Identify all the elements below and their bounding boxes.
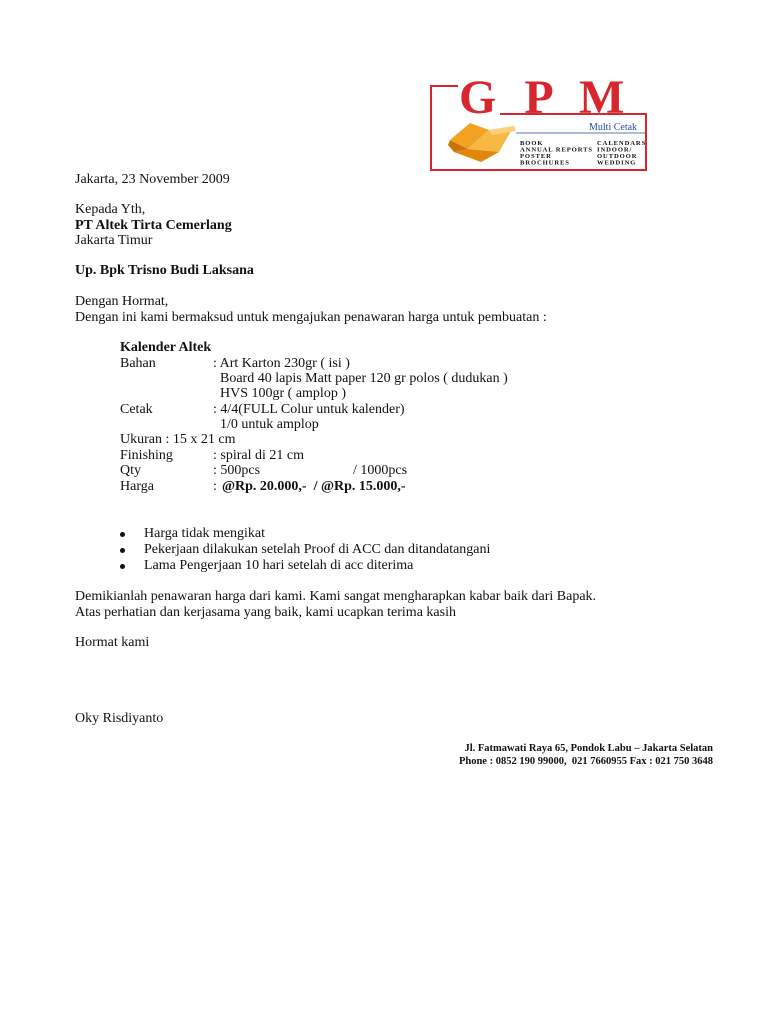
services-right	[597, 140, 646, 167]
recipient-company: PT Altek Tirta Cemerlang	[75, 218, 232, 233]
recipient-salutation: Kepada Yth,	[75, 202, 146, 217]
spec-value-qty: : 500pcs	[213, 463, 261, 478]
intro-text: Dengan ini kami bermaksud untuk mengajukan penawaran harga untuk pembuatan :	[75, 310, 547, 325]
note-item: Harga tidak mengikat	[144, 526, 266, 541]
service-item: CALENDARS	[597, 140, 647, 147]
spec-label-harga: Harga	[120, 479, 154, 494]
spec-sep-harga: :	[213, 479, 217, 494]
spec-value-cetak: : 4/4(FULL Colur untuk kalender)	[213, 402, 405, 417]
service-item: BROCHURES	[520, 159, 570, 167]
product-title: Kalender Altek	[120, 340, 212, 355]
sign-off: Hormat kami	[75, 635, 150, 650]
spec-value-bahan-2: Board 40 lapis Matt paper 120 gr polos ( dudukan )	[220, 371, 508, 386]
closing-line: Atas perhatian dan kerjasama yang baik, kami ucapkan terima kasih	[75, 605, 456, 620]
spec-ukuran: Ukuran : 15 x 21 cm	[120, 432, 236, 447]
greeting: Dengan Hormat,	[75, 294, 169, 309]
services-left	[520, 140, 593, 167]
closing-line: Demikianlah penawaran harga dari kami. Kami sangat mengharapkan kabar baik dari Bapak.	[75, 589, 597, 604]
logo-tagline: Multi Cetak	[589, 122, 638, 133]
signatory-name: Oky Risdiyanto	[75, 711, 164, 726]
attention-line: Up. Bpk Trisno Budi Laksana	[75, 263, 254, 278]
footer-address: Jl. Fatmawati Raya 65, Pondok Labu – Jakarta Selatan	[464, 743, 713, 754]
spec-value-bahan-3: HVS 100gr ( amplop )	[220, 386, 346, 401]
bullet-icon	[120, 532, 125, 537]
spec-value-cetak-2: 1/0 untuk amplop	[220, 417, 319, 432]
spec-label-cetak: Cetak	[120, 402, 153, 417]
note-item: Pekerjaan dilakukan setelah Proof di ACC dan ditandatangani	[144, 542, 491, 557]
spec-label-bahan: Bahan	[120, 356, 156, 371]
spec-label-finishing: Finishing	[120, 448, 173, 463]
gpm-logo	[0, 0, 768, 190]
service-item: POSTER	[520, 153, 552, 160]
spec-value-bahan: : Art Karton 230gr ( isi )	[213, 356, 350, 371]
service-item: ANNUAL REPORTS	[520, 146, 594, 154]
spec-value-qty-2: / 1000pcs	[353, 463, 408, 478]
service-item: BOOK	[520, 140, 544, 147]
service-item: INDOOR/	[597, 146, 633, 154]
spec-value-harga: @Rp. 20.000,- / @Rp. 15.000,-	[222, 479, 406, 494]
logo-brand: G P M	[459, 71, 633, 124]
service-item: OUTDOOR	[597, 153, 638, 160]
note-item: Lama Pengerjaan 10 hari setelah di acc diterima	[144, 558, 414, 573]
service-item: WEDDING	[597, 159, 637, 167]
recipient-city: Jakarta Timur	[75, 233, 153, 248]
place-date: Jakarta, 23 November 2009	[75, 172, 230, 187]
open-book-icon	[448, 123, 516, 162]
bullet-icon	[120, 548, 125, 553]
bullet-icon	[120, 564, 125, 569]
spec-value-finishing: : spiral di 21 cm	[213, 448, 304, 463]
spec-label-qty: Qty	[120, 463, 141, 478]
footer-contact: Phone : 0852 190 99000, 021 7660955 Fax : 021 750 3648	[458, 756, 713, 767]
